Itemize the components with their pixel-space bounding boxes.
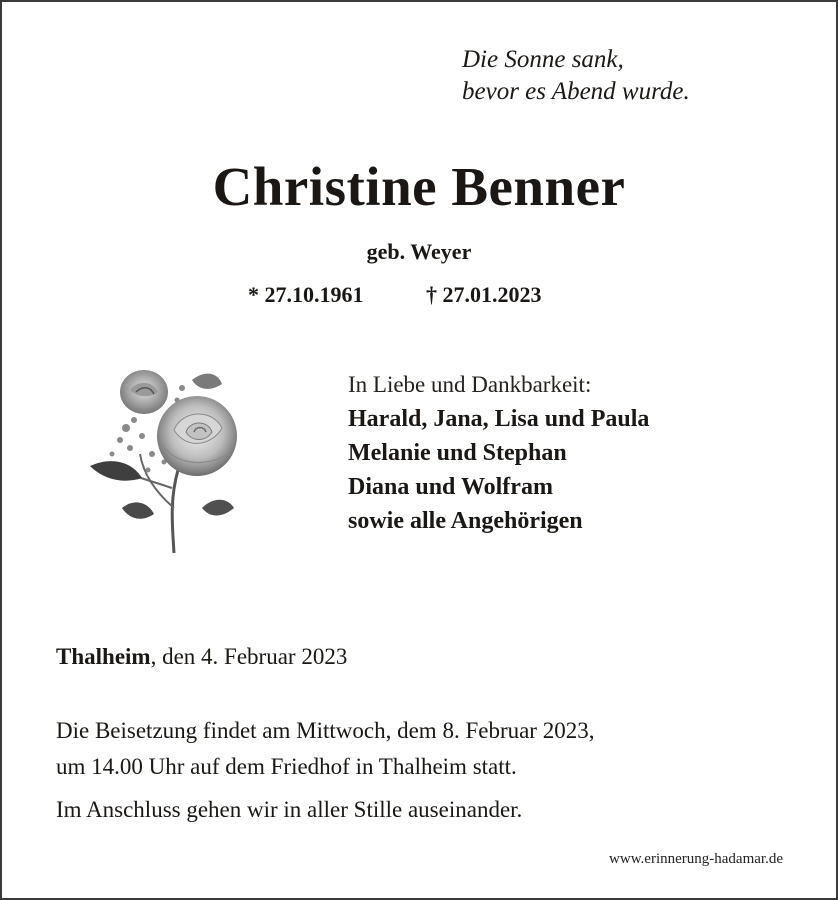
mourners-list: [348, 368, 768, 538]
footer-url: www.erinnerung-hadamar.de: [609, 851, 783, 867]
funeral-line-1: Die Beisetzung findet am Mittwoch, dem 8. Februar 2023,: [56, 718, 595, 743]
motto-line-2: bevor es Abend wurde.: [462, 78, 690, 105]
funeral-line-2: um 14.00 Uhr auf dem Friedhof in Thalheim statt.: [56, 754, 517, 779]
mourner-line: Harald, Jana, Lisa und Paula: [348, 406, 650, 432]
mourner-line: Melanie und Stephan: [348, 440, 567, 466]
farewell-note: Im Anschluss gehen wir in aller Stille auseinander.: [56, 797, 523, 822]
place-name: Thalheim: [56, 644, 151, 669]
motto-line-1: Die Sonne sank,: [462, 46, 624, 73]
notice-date: , den 4. Februar 2023: [150, 644, 348, 669]
mourner-line: Diana und Wolfram: [348, 474, 553, 500]
death-date: † 27.01.2023: [426, 282, 542, 307]
funeral-notice: [56, 713, 816, 785]
deceased-name: Christine Benner: [212, 156, 626, 217]
mourner-line: sowie alle Angehörigen: [348, 508, 583, 534]
birth-date: * 27.10.1961: [248, 282, 364, 307]
motto: [462, 44, 802, 108]
place-and-date: [56, 641, 756, 673]
maiden-name: geb. Weyer: [366, 239, 472, 264]
rose-flower-icon: [82, 358, 247, 563]
mourners-intro: In Liebe und Dankbarkeit:: [348, 372, 592, 397]
